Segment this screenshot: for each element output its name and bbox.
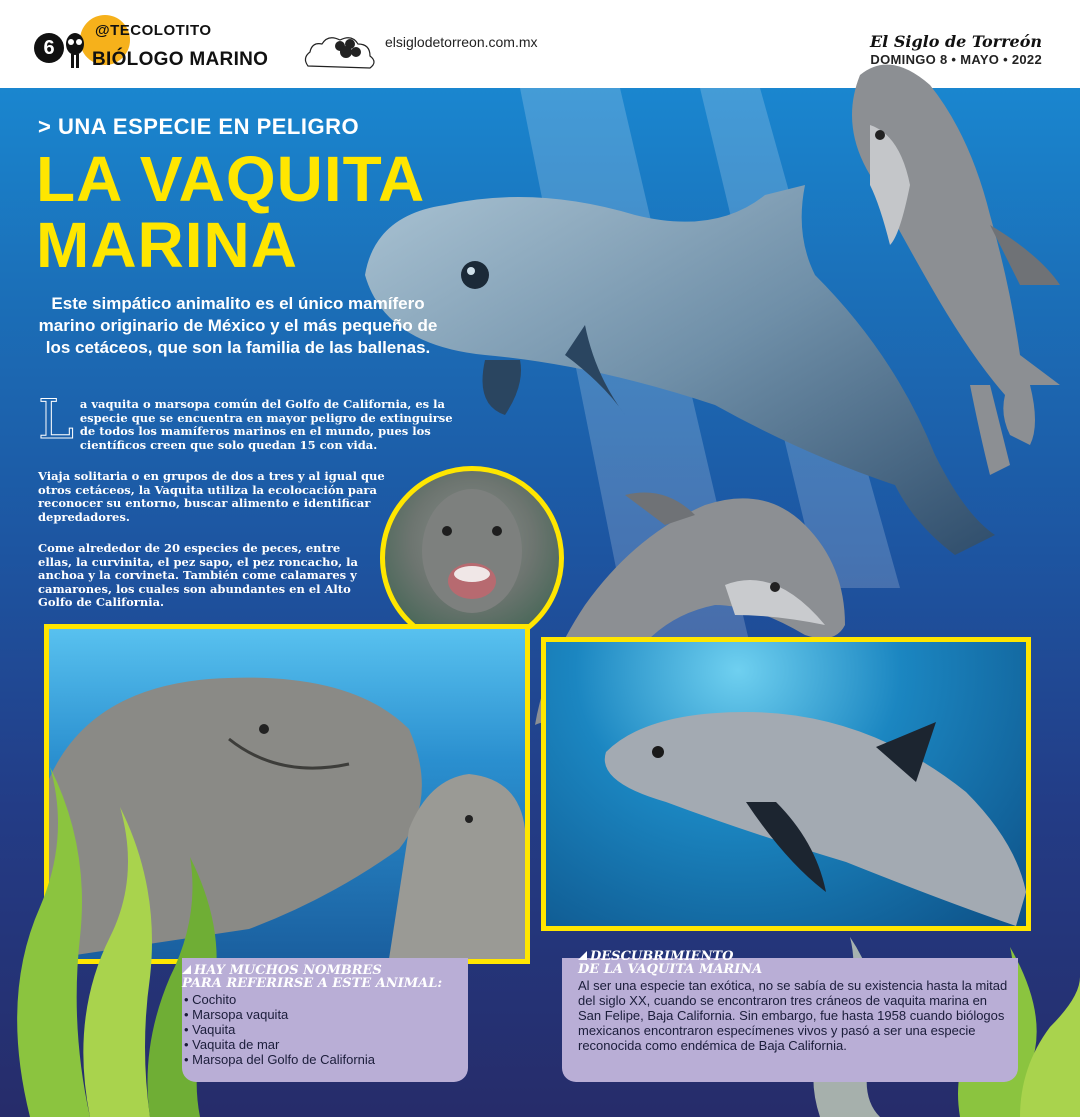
list-item: • Marsopa del Golfo de California [184,1052,375,1067]
names-heading-line-1: HAY MUCHOS NOMBRES [194,963,382,978]
vaquita-swimming-photo [541,637,1031,931]
discovery-box-heading [578,950,762,976]
discovery-heading-line-1: DESCUBRIMIENTO [590,949,734,964]
body-paragraph-3: Come alrededor de 20 especies de peces, entre ellas, la curvinita, el pez sapo, el pez roncacho, la anchoa y la corvineta. También come calamares y camarones, los cuales son abundantes en el Alto Golfo de California. [38,541,358,609]
list-item: • Vaquita de mar [184,1037,375,1052]
kicker: > UNA ESPECIE EN PELIGRO [38,114,360,139]
discovery-box [562,949,1018,1082]
names-box [182,958,468,1082]
owl-icon [62,30,88,70]
cloud-logo-icon [300,28,380,76]
discovery-heading-line-2: DE LA VAQUITA MARINA [578,962,763,977]
list-item: • Cochito [184,992,375,1007]
triangle-icon [578,951,587,960]
vaquita-face-photo [380,466,564,650]
newspaper-name: El Siglo de Torreón [869,32,1042,51]
brand-name: @TECOLOTITO [95,22,212,39]
names-box-heading [182,964,442,990]
lead-paragraph: Este simpático animalito es el único mamífero marino originario de México y el más pequeño de los cetáceos, que son la familia de las ballenas. [38,294,438,357]
paragraph-1-text: a vaquita o marsopa común del Golfo de California, es la especie que se encuentra en mayor peligro de extinguirse de todos los mamíferos marinos en el mundo, pues los científicos creen que solo quedan 15 con vida. [79,397,453,452]
names-heading-line-2: PARA REFERIRSE A ESTE ANIMAL: [182,976,443,991]
website-link[interactable]: elsiglodetorreon.com.mx [385,34,538,50]
body-paragraph-1 [38,388,458,452]
issue-date: DOMINGO 8 • MAYO • 2022 [870,52,1042,67]
discovery-text: Al ser una especie tan exótica, no se sabía de su existencia hasta la mitad del siglo XX, cuando se encontraron tres cráneos de vaquita marina en San Felipe, Baja California. Sin embargo, fue hasta 1958 cuando biólogos mexicanos encontraron especímenes vivos y pasó a ser una especie reconocida como endémica de Baja California. [578,978,1008,1053]
body-paragraph-2: Viaja solitaria o en grupos de dos a tres y al igual que otros cetáceos, la Vaquita utiliza la ecolocación para reconocer su entorno, buscar alimento e identificar depredadores. [38,469,385,524]
headline-line-2: MARINA [36,209,298,281]
triangle-icon [182,965,191,974]
list-item: • Marsopa vaquita [184,1007,375,1022]
vaquita-swimming-shape [546,642,1026,926]
vaquita-face-shape [385,471,559,645]
names-list [184,992,375,1067]
drop-cap: L [38,388,74,451]
section-title: BIÓLOGO MARINO [92,49,269,70]
list-item: • Vaquita [184,1022,375,1037]
page-number: 6 [34,33,64,63]
headline [36,143,426,281]
headline-line-1: LA VAQUITA [36,143,426,215]
dolphin-drawing-top [830,55,1070,515]
